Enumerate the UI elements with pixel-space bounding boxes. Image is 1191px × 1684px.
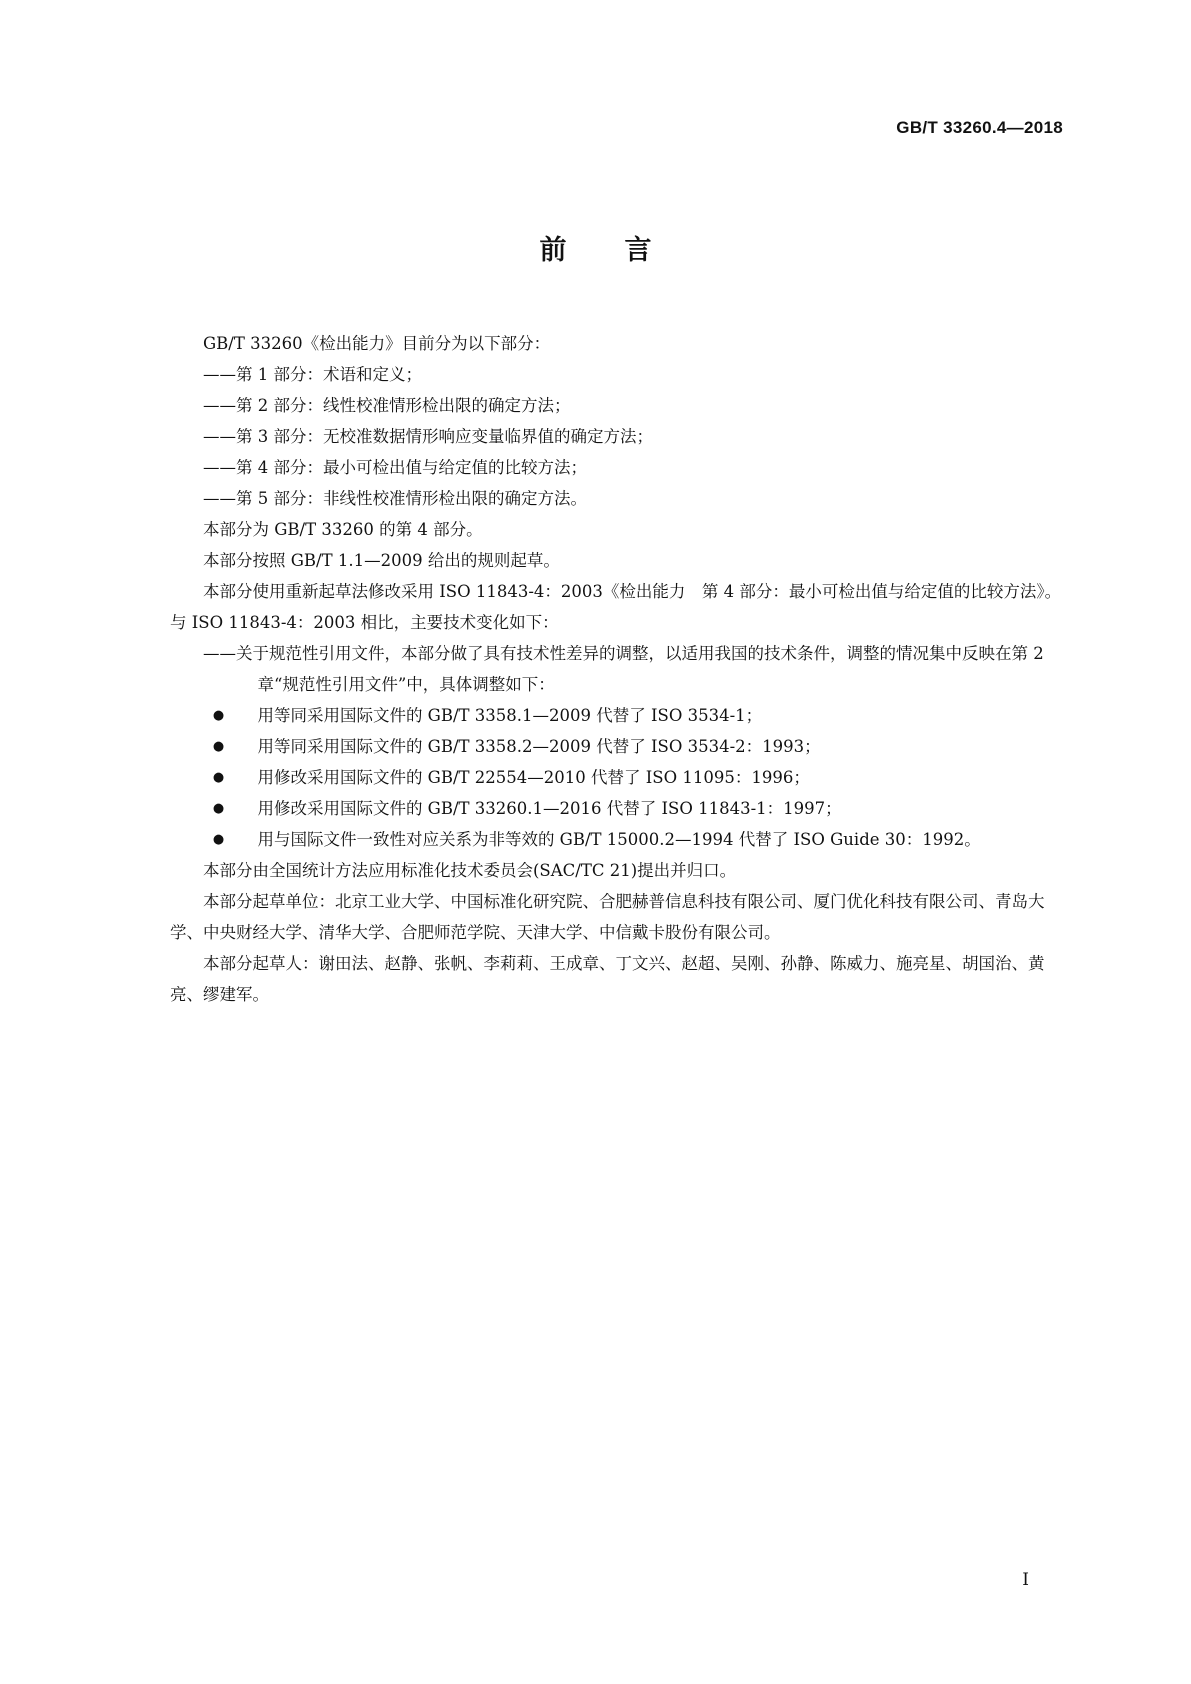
part-item: ——第 3 部分：无校准数据情形响应变量临界值的确定方法； — [203, 427, 653, 446]
drafting-rules-paragraph: 本部分按照 GB/T 1.1—2009 给出的规则起草。 — [203, 551, 560, 570]
page-title: 前言 — [539, 235, 710, 266]
bullet-item — [170, 824, 1065, 855]
part-item: ——第 2 部分：线性校准情形检出限的确定方法； — [203, 396, 571, 415]
bullet-icon: ● — [212, 832, 225, 847]
bullet-icon: ● — [212, 708, 225, 723]
bullet-text: 用与国际文件一致性对应关系为非等效的 GB/T 15000.2—1994 代替了 ISO Guide 30：1992。 — [257, 830, 981, 849]
bullet-text: 用修改采用国际文件的 GB/T 22554—2010 代替了 ISO 11095：1996； — [257, 768, 810, 787]
bullet-icon: ● — [212, 739, 225, 754]
part-item: ——第 5 部分：非线性校准情形检出限的确定方法。 — [203, 489, 587, 508]
intro-paragraph: GB/T 33260《检出能力》目前分为以下部分： — [203, 334, 551, 353]
bullet-text: 用修改采用国际文件的 GB/T 33260.1—2016 代替了 ISO 11843-1：1997； — [257, 799, 842, 818]
part-item: ——第 4 部分：最小可检出值与给定值的比较方法； — [203, 458, 587, 477]
bullet-item — [170, 762, 1065, 793]
bullet-item — [170, 793, 1065, 824]
proposer-paragraph: 本部分由全国统计方法应用标准化技术委员会(SAC/TC 21)提出并归口。 — [203, 861, 737, 880]
document-body — [170, 328, 1065, 1010]
page-number: I — [1022, 1570, 1029, 1590]
drafters-paragraph: 本部分起草人：谢田法、赵静、张帆、李莉莉、王成章、丁文兴、赵超、吴刚、孙静、陈威力、施亮星、胡国治、黄亮、缪建军。 — [170, 954, 1045, 1004]
standard-code: GB/T 33260.4—2018 — [896, 118, 1063, 137]
bullet-item — [170, 731, 1065, 762]
bullet-text: 用等同采用国际文件的 GB/T 3358.2—2009 代替了 ISO 3534-2：1993； — [257, 737, 821, 756]
adoption-paragraph: 本部分使用重新起草法修改采用 ISO 11843-4：2003《检出能力 第 4 部分：最小可检出值与给定值的比较方法》。与 ISO 11843-4：2003 相比，主要技术变化如下： — [170, 582, 1062, 632]
bullet-icon: ● — [212, 801, 225, 816]
tech-change-item: ——关于规范性引用文件，本部分做了具有技术性差异的调整，以适用我国的技术条件，调整的情况集中反映在第 2 章“规范性引用文件”中，具体调整如下： — [203, 644, 1044, 694]
bullet-item — [170, 700, 1065, 731]
drafting-units-paragraph: 本部分起草单位：北京工业大学、中国标准化研究院、合肥赫普信息科技有限公司、厦门优化科技有限公司、青岛大学、中央财经大学、清华大学、合肥师范学院、天津大学、中信戴卡股份有限公司。 — [170, 892, 1045, 942]
part-item: ——第 1 部分：术语和定义； — [203, 365, 422, 384]
bullet-text: 用等同采用国际文件的 GB/T 3358.1—2009 代替了 ISO 3534-1； — [257, 706, 763, 725]
this-part-paragraph: 本部分为 GB/T 33260 的第 4 部分。 — [203, 520, 483, 539]
bullet-icon: ● — [212, 770, 225, 785]
